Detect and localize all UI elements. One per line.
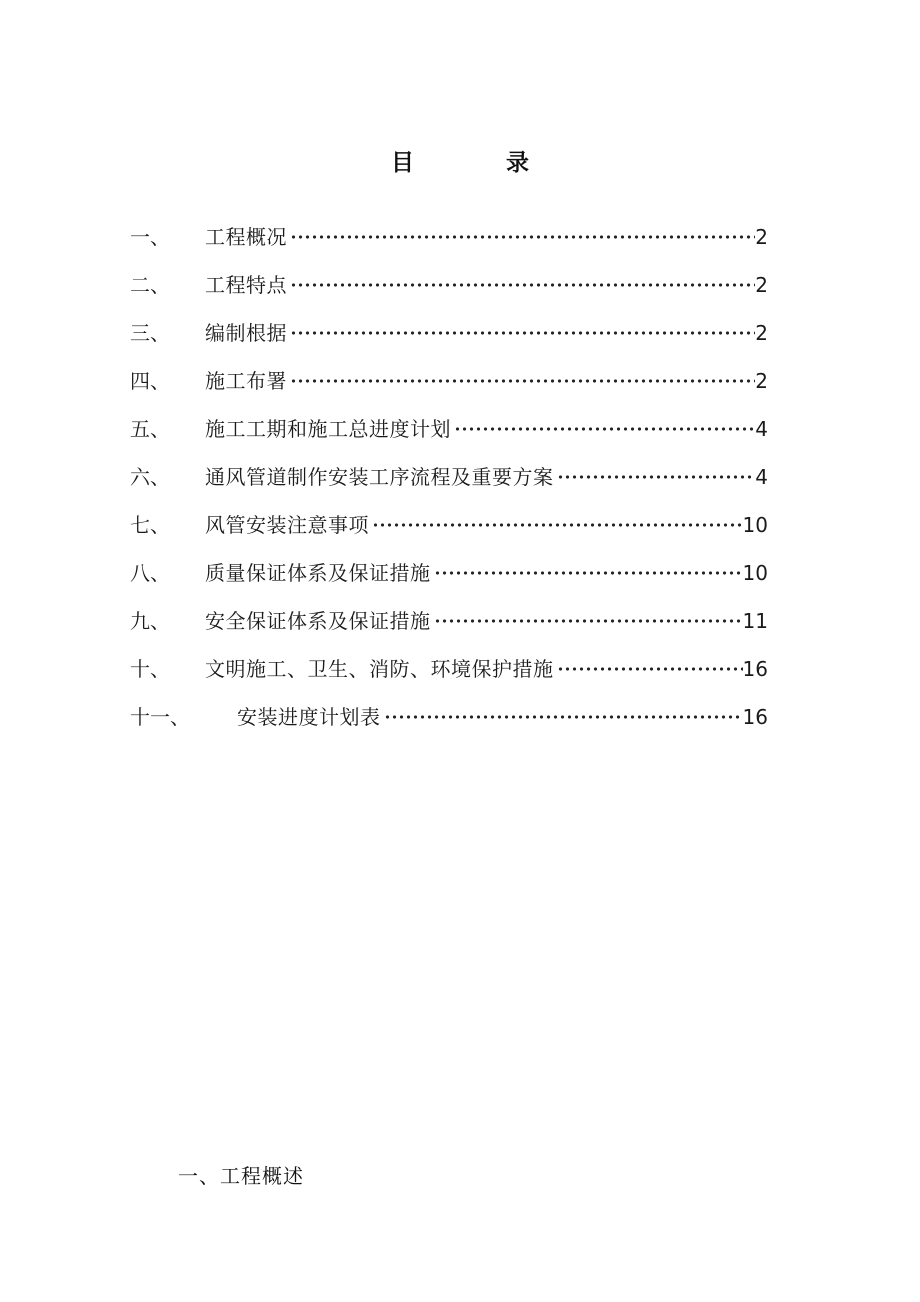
dot-leader-icon bbox=[557, 453, 756, 501]
toc-entry[interactable] bbox=[130, 261, 768, 309]
toc-entry-number: 七、 bbox=[130, 513, 170, 537]
toc-entry-title: 施工工期和施工总进度计划 bbox=[205, 417, 451, 441]
toc-entry-title: 编制根据 bbox=[205, 321, 287, 345]
toc-entry[interactable] bbox=[130, 693, 768, 741]
toc-entry-title: 安全保证体系及保证措施 bbox=[205, 609, 431, 633]
dot-leader-icon bbox=[434, 597, 743, 645]
toc-entry-number: 八、 bbox=[130, 561, 170, 585]
toc-entry[interactable] bbox=[130, 405, 768, 453]
toc-entry-page-number: 16 bbox=[742, 657, 768, 681]
toc-entry[interactable] bbox=[130, 453, 768, 501]
toc-list bbox=[130, 213, 768, 741]
toc-entry-number: 十、 bbox=[130, 657, 170, 681]
toc-entry-number: 五、 bbox=[130, 417, 170, 441]
toc-entry-number: 一、 bbox=[130, 225, 170, 249]
toc-entry-page-number: 2 bbox=[755, 321, 768, 345]
dot-leader-icon bbox=[372, 501, 743, 549]
toc-entry-title: 通风管道制作安装工序流程及重要方案 bbox=[205, 465, 554, 489]
toc-entry-page-number: 11 bbox=[742, 609, 768, 633]
toc-entry-number: 三、 bbox=[130, 321, 170, 345]
dot-leader-icon bbox=[290, 357, 755, 405]
dot-leader-icon bbox=[290, 213, 755, 261]
toc-entry-page-number: 2 bbox=[755, 273, 768, 297]
toc-entry[interactable] bbox=[130, 357, 768, 405]
toc-entry-number: 二、 bbox=[130, 273, 170, 297]
toc-entry-page-number: 4 bbox=[755, 417, 768, 441]
dot-leader-icon bbox=[434, 549, 743, 597]
toc-entry-title: 风管安装注意事项 bbox=[205, 513, 369, 537]
toc-entry[interactable] bbox=[130, 309, 768, 357]
toc-entry-title: 安装进度计划表 bbox=[237, 705, 381, 729]
toc-entry-number: 十一、 bbox=[130, 705, 190, 729]
toc-entry-number: 六、 bbox=[130, 465, 170, 489]
dot-leader-icon bbox=[557, 645, 743, 693]
toc-entry[interactable] bbox=[130, 501, 768, 549]
toc-entry-page-number: 2 bbox=[755, 225, 768, 249]
toc-title: 目 录 bbox=[391, 150, 529, 176]
dot-leader-icon bbox=[384, 693, 743, 741]
toc-entry-page-number: 10 bbox=[742, 561, 768, 585]
toc-entry[interactable] bbox=[130, 549, 768, 597]
toc-entry-title: 施工布署 bbox=[205, 369, 287, 393]
toc-entry-page-number: 10 bbox=[742, 513, 768, 537]
toc-entry-title: 文明施工、卫生、消防、环境保护措施 bbox=[205, 657, 554, 681]
toc-entry[interactable] bbox=[130, 645, 768, 693]
dot-leader-icon bbox=[454, 405, 755, 453]
toc-entry-page-number: 16 bbox=[742, 705, 768, 729]
toc-entry[interactable] bbox=[130, 597, 768, 645]
toc-entry-number: 四、 bbox=[130, 369, 170, 393]
toc-entry[interactable] bbox=[130, 213, 768, 261]
dot-leader-icon bbox=[290, 309, 755, 357]
dot-leader-icon bbox=[290, 261, 755, 309]
section-heading: 一、工程概述 bbox=[178, 1164, 304, 1188]
toc-entry-page-number: 4 bbox=[755, 465, 768, 489]
toc-entry-number: 九、 bbox=[130, 609, 170, 633]
toc-entry-title: 质量保证体系及保证措施 bbox=[205, 561, 431, 585]
toc-entry-title: 工程概况 bbox=[205, 225, 287, 249]
toc-entry-page-number: 2 bbox=[755, 369, 768, 393]
toc-entry-title: 工程特点 bbox=[205, 273, 287, 297]
